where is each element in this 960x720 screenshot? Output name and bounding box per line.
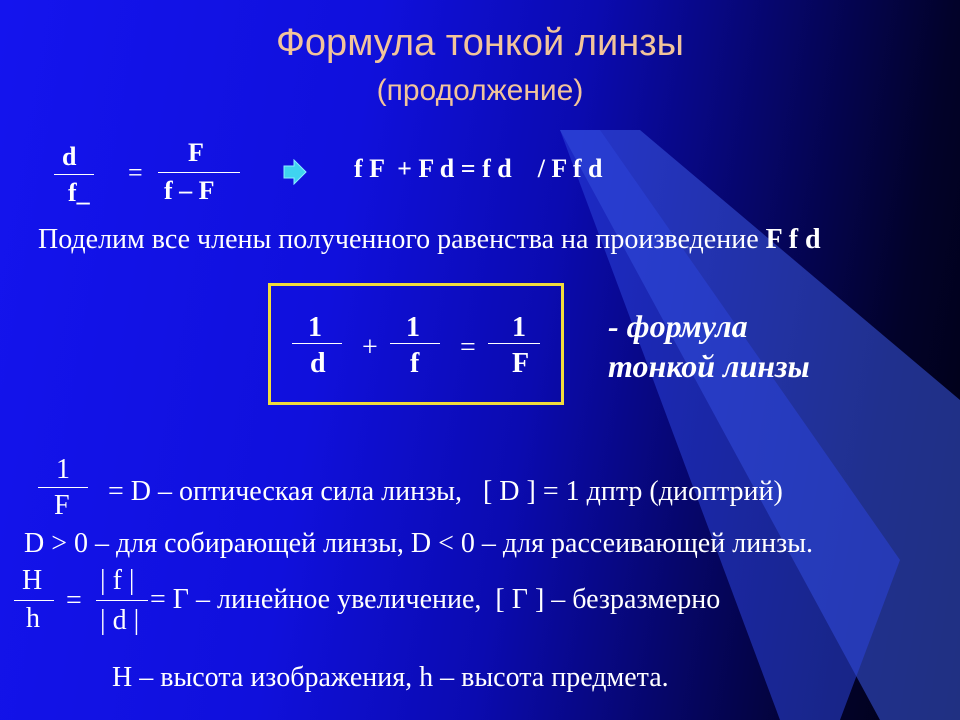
magnif-text: = Г – линейное увеличение, [ Г ] – безразмерно (150, 584, 721, 615)
box-t1-num: 1 (308, 312, 322, 343)
magnif-H: H (22, 565, 43, 596)
magnif-h: h (26, 603, 40, 634)
power-num: 1 (56, 454, 70, 485)
frac-d-num: d (62, 142, 77, 171)
divide-text: Поделим все члены полученного равенства на произведение (38, 224, 759, 255)
box-t1-den: d (310, 348, 326, 379)
box-t2-num: 1 (406, 312, 420, 343)
box-t2-bar (390, 343, 440, 344)
frac-d-f-bar (54, 174, 94, 175)
frac-F-bar (158, 172, 240, 173)
divide-product: F f d (765, 224, 821, 255)
power-bar (38, 487, 88, 488)
slide-subtitle: (продолжение) (376, 74, 584, 107)
divide-sentence (38, 224, 821, 256)
box-t2-den: f (410, 348, 420, 379)
slide-title: Формула тонкой линзы (276, 22, 684, 64)
box-plus: + (362, 332, 378, 363)
magnif-equals: = (66, 585, 82, 616)
line1-equals: = (128, 158, 143, 187)
magnif-fd-bar (96, 600, 148, 601)
right-arrow-icon (282, 159, 308, 185)
box-t3-den: F (512, 348, 530, 379)
frac-f-den: f_ (68, 178, 90, 207)
lens-formula-box (268, 283, 564, 405)
box-t3-bar (488, 343, 540, 344)
frac-F-num: F (188, 138, 204, 167)
magnif-abs-f: | f | (100, 565, 135, 596)
line1-result: f F + F d = f d / F f d (354, 154, 603, 183)
sign-rule: D > 0 – для собирающей линзы, D < 0 – для рассеивающей линзы. (24, 528, 814, 559)
magnif-abs-d: | d | (100, 605, 140, 636)
legend: H – высота изображения, h – высота предмета. (112, 662, 669, 693)
power-text: = D – оптическая сила линзы, [ D ] = 1 дптр (диоптрий) (108, 476, 783, 507)
formula-label-line2: тонкой линзы (608, 348, 810, 384)
frac-fF-den: f – F (164, 176, 215, 205)
box-t1-bar (292, 343, 342, 344)
box-t3-num: 1 (512, 312, 526, 343)
box-equals: = (460, 332, 476, 363)
power-den: F (54, 490, 70, 521)
formula-label-line1: - формула (608, 308, 748, 344)
magnif-Hh-bar (14, 600, 54, 601)
